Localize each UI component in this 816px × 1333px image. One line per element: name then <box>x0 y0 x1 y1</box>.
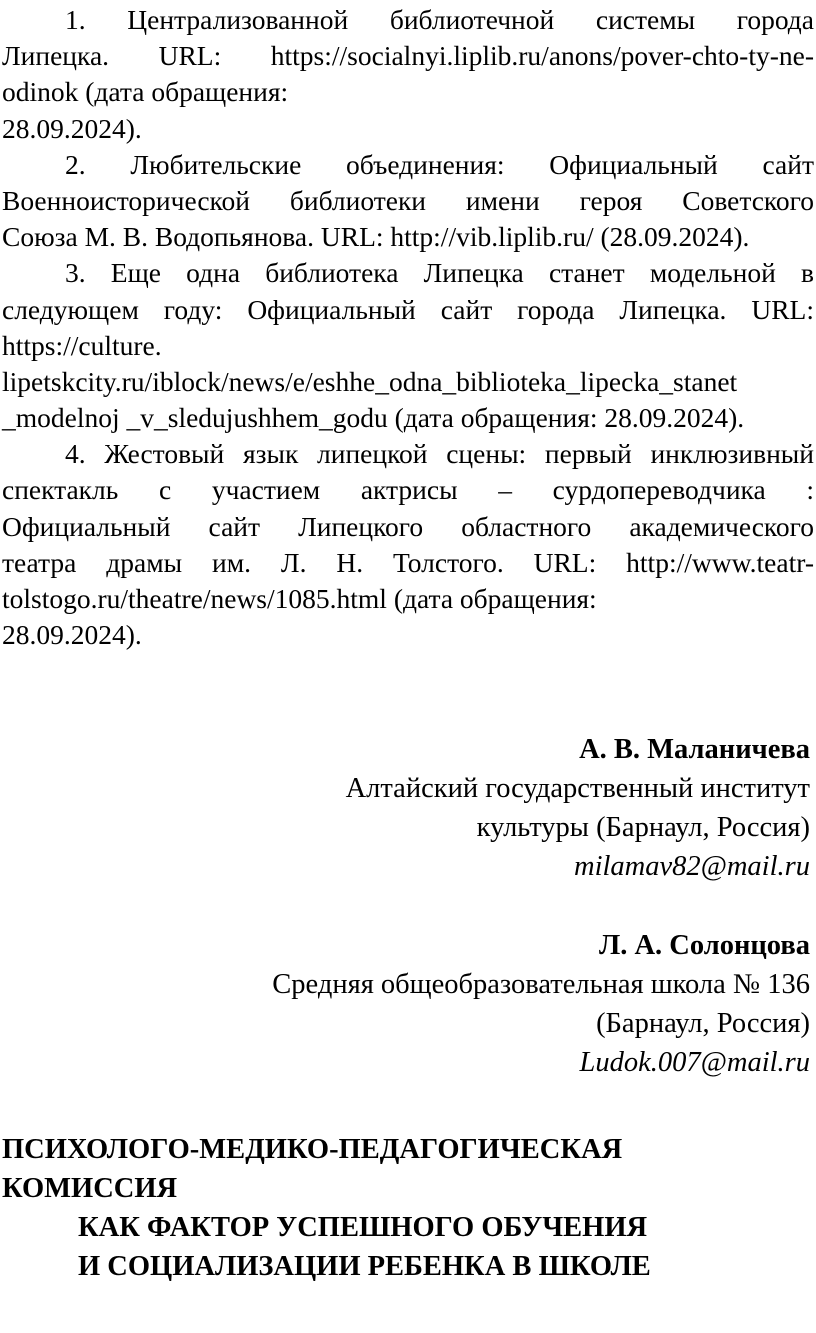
reference-list <box>2 2 814 653</box>
author-2 <box>110 926 810 1082</box>
reference-4-line-4: театра драмы им. Л. Н. Толстого. URL: http://www.teatr- <box>2 546 814 578</box>
reference-1-line-4: 28.09.2024). <box>2 112 142 144</box>
article-title-line-3: КАК ФАКТОР УСПЕШНОГО ОБУЧЕНИЯ <box>78 1212 648 1243</box>
article-title <box>2 1130 814 1286</box>
reference-1-line-3: odinok (дата обращения: <box>2 76 289 108</box>
reference-2-line-1: 2. Любительские объединения: Официальный сайт <box>65 148 814 180</box>
reference-4-line-2: спектакль с участием актрисы – сурдопереводчика : <box>2 474 814 506</box>
reference-4-line-3: Официальный сайт Липецкого областного академического <box>2 510 814 542</box>
author-name: Л. А. Солонцова <box>598 930 810 961</box>
reference-2-line-3: Союза М. В. Водопьянова. URL: http://vib.liplib.ru/ (28.09.2024). <box>2 221 750 253</box>
author-affiliation-line-1: Средняя общеобразовательная школа № 136 <box>272 969 810 1000</box>
author-email: milamav82@mail.ru <box>573 851 810 882</box>
author-affiliation-line-2: (Барнаул, Россия) <box>596 1008 810 1039</box>
reference-3-line-4: lipetskcity.ru/iblock/news/e/eshhe_odna_biblioteka_lipecka_stanet <box>2 365 738 397</box>
reference-4-line-1: 4. Жестовый язык липецкой сцены: первый инклюзивный <box>65 438 814 470</box>
article-title-line-4: И СОЦИАЛИЗАЦИИ РЕБЕНКА В ШКОЛЕ <box>78 1251 651 1282</box>
reference-3-line-2: следующем году: Официальный сайт города Липецка. URL: <box>2 293 814 325</box>
reference-1-line-2: Липецка. URL: https://socialnyi.liplib.ru/anons/pover-chto-ty-ne- <box>2 40 814 72</box>
reference-3-line-1: 3. Еще одна библиотека Липецка станет модельной в <box>65 257 814 289</box>
reference-4-line-5: tolstogo.ru/theatre/news/1085.html (дата обращения: <box>2 583 597 614</box>
author-1 <box>110 730 810 886</box>
reference-3-line-5: _modelnoj _v_sledujushhem_godu (дата обращения: 28.09.2024). <box>2 402 745 434</box>
reference-4-line-6: 28.09.2024). <box>2 619 142 651</box>
author-email: Ludok.007@mail.ru <box>579 1047 810 1078</box>
reference-1-line-1: 1. Централизованной библиотечной системы города <box>65 4 814 35</box>
reference-2-line-2: Военноисторической библиотеки имени героя Советского <box>2 184 814 216</box>
article-title-line-2: КОМИССИЯ <box>2 1173 178 1204</box>
reference-3-line-3: https://culture. <box>2 329 162 361</box>
author-name: А. В. Маланичева <box>579 734 810 765</box>
author-affiliation-line-1: Алтайский государственный институт <box>345 773 810 804</box>
author-affiliation-line-2: культуры (Барнаул, Россия) <box>476 812 810 843</box>
article-title-line-1: ПСИХОЛОГО-МЕДИКО-ПЕДАГОГИЧЕСКАЯ <box>2 1134 623 1165</box>
